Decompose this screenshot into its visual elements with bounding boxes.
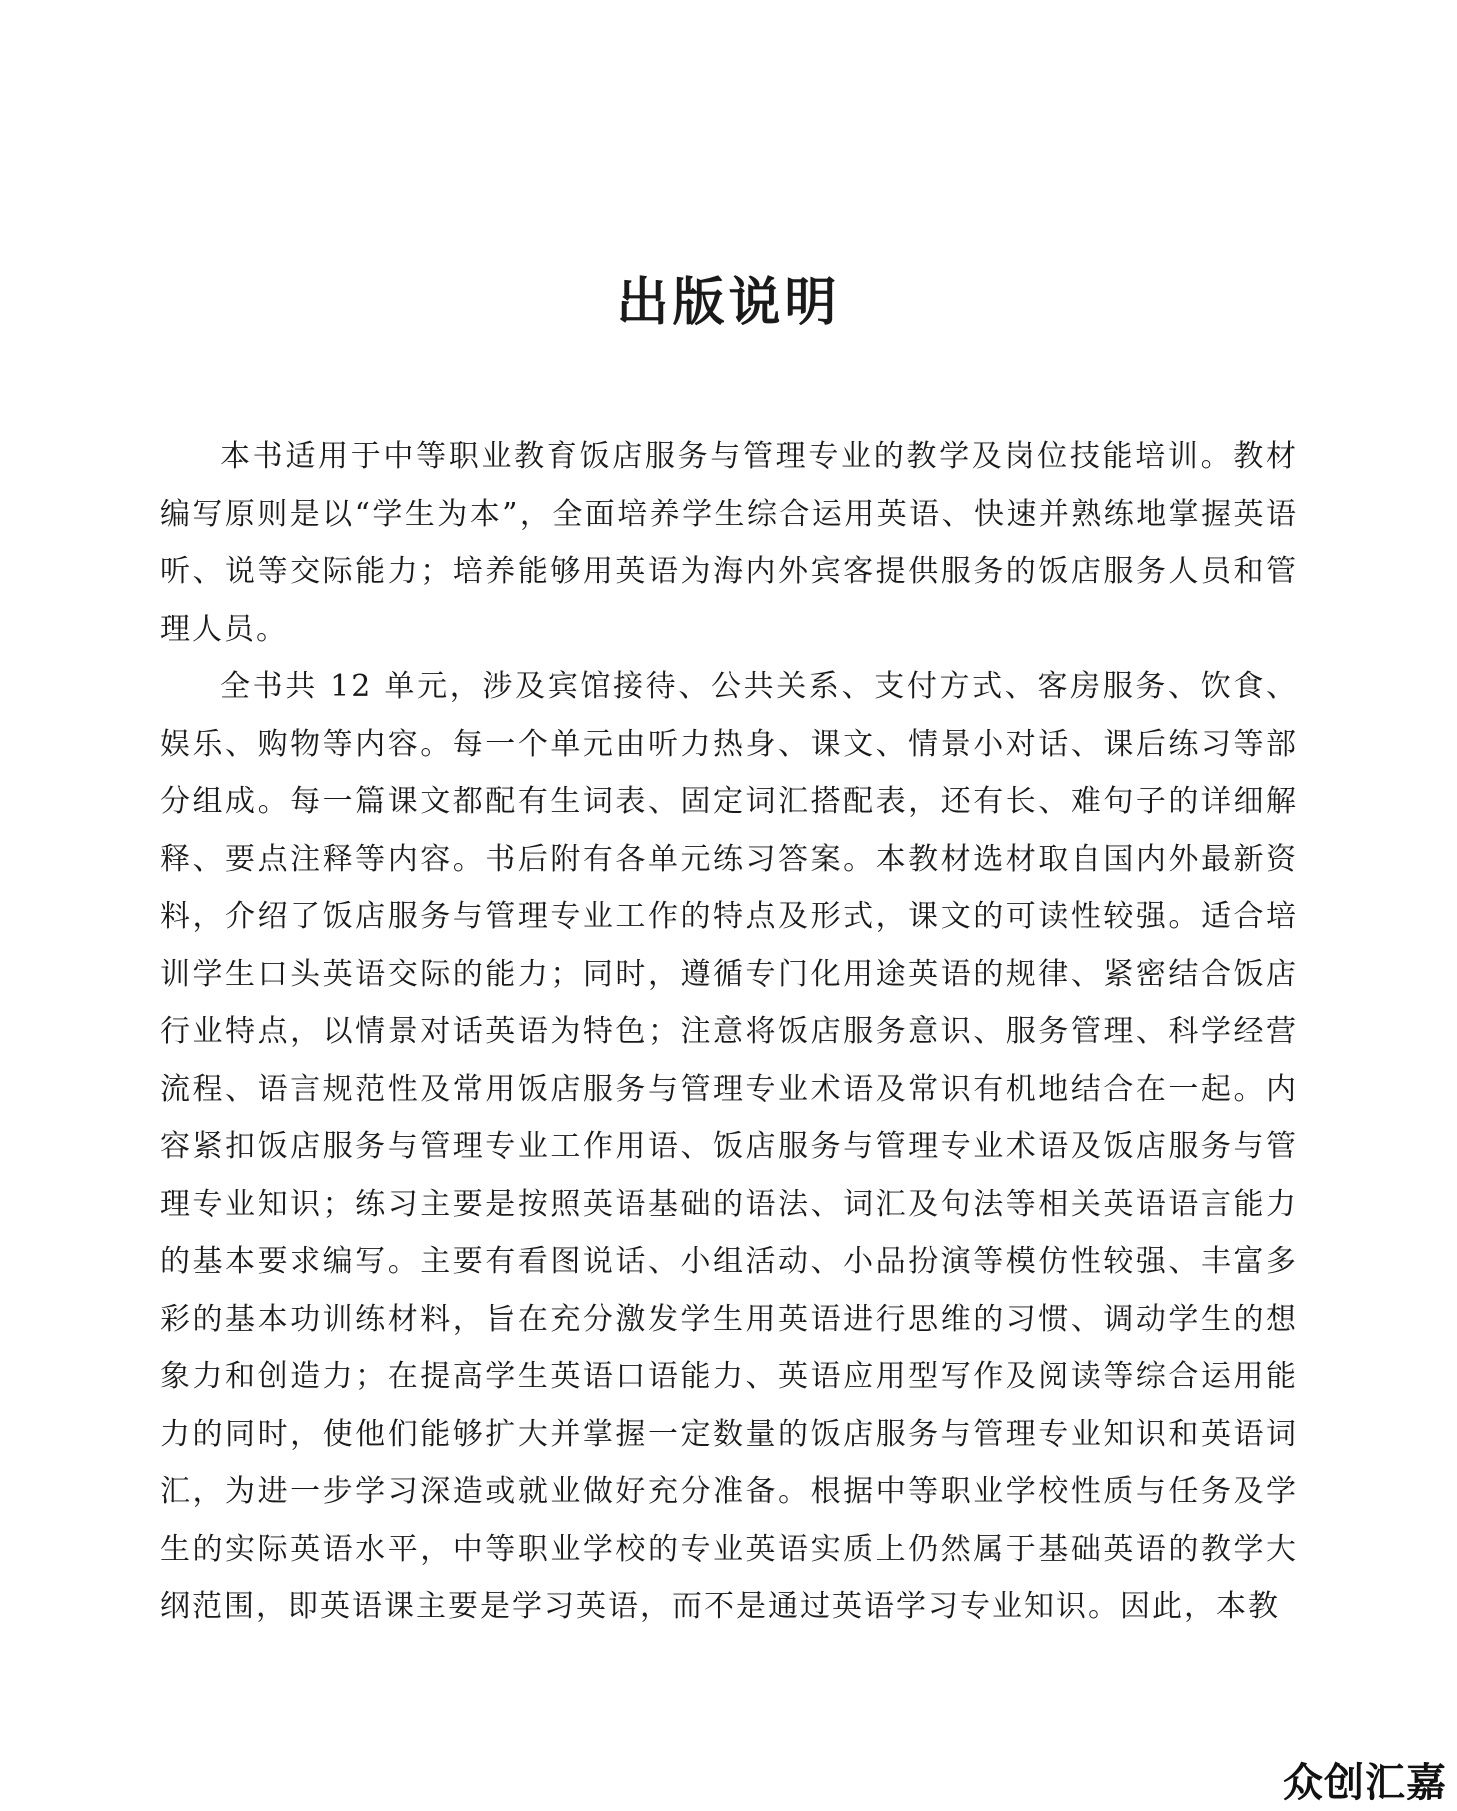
watermark-logo: 众创汇嘉 — [1283, 1760, 1447, 1806]
paragraph-2: 全书共 12 单元，涉及宾馆接待、公共关系、支付方式、客房服务、饮食、娱乐、购物等内容。每一个单元由听力热身、课文、情景小对话、课后练习等部分组成。每一篇课文都配有生词表、固定词汇搭配表，还有长、难句子的详细解释、要点注释等内容。书后附有各单元练习答案。本教材选材取自国内外最新资料，介绍了饭店服务与管理专业工作的特点及形式，课文的可读性较强。适合培训学生口头英语交际的能力；同时，遵循专门化用途英语的规律、紧密结合饭店行业特点，以情景对话英语为特色；注意将饭店服务意识、服务管理、科学经营流程、语言规范性及常用饭店服务与管理专业术语及常识有机地结合在一起。内容紧扣饭店服务与管理专业工作用语、饭店服务与管理专业术语及饭店服务与管理专业知识；练习主要是按照英语基础的语法、词汇及句法等相关英语语言能力的基本要求编写。主要有看图说话、小组活动、小品扮演等模仿性较强、丰富多彩的基本功训练材料，旨在充分激发学生用英语进行思维的习惯、调动学生的想象力和创造力；在提高学生英语口语能力、英语应用型写作及阅读等综合运用能力的同时，使他们能够扩大并掌握一定数量的饭店服务与管理专业知识和英语词汇，为进一步学习深造或就业做好充分准备。根据中等职业学校性质与任务及学生的实际英语水平，中等职业学校的专业英语实质上仍然属于基础英语的教学大纲范围，即英语课主要是学习英语，而不是通过英语学习专业知识。因此，本教 — [160, 669, 1298, 1624]
page-title: 出版说明 — [616, 272, 841, 333]
paragraph-1: 本书适用于中等职业教育饭店服务与管理专业的教学及岗位技能培训。教材编写原则是以“学生为本”，全面培养学生综合运用英语、快速并熟练地掌握英语听、说等交际能力；培养能够用英语为海内外宾客提供服务的饭店服务人员和管理人员。 — [160, 439, 1298, 647]
body-text — [160, 428, 1298, 1636]
